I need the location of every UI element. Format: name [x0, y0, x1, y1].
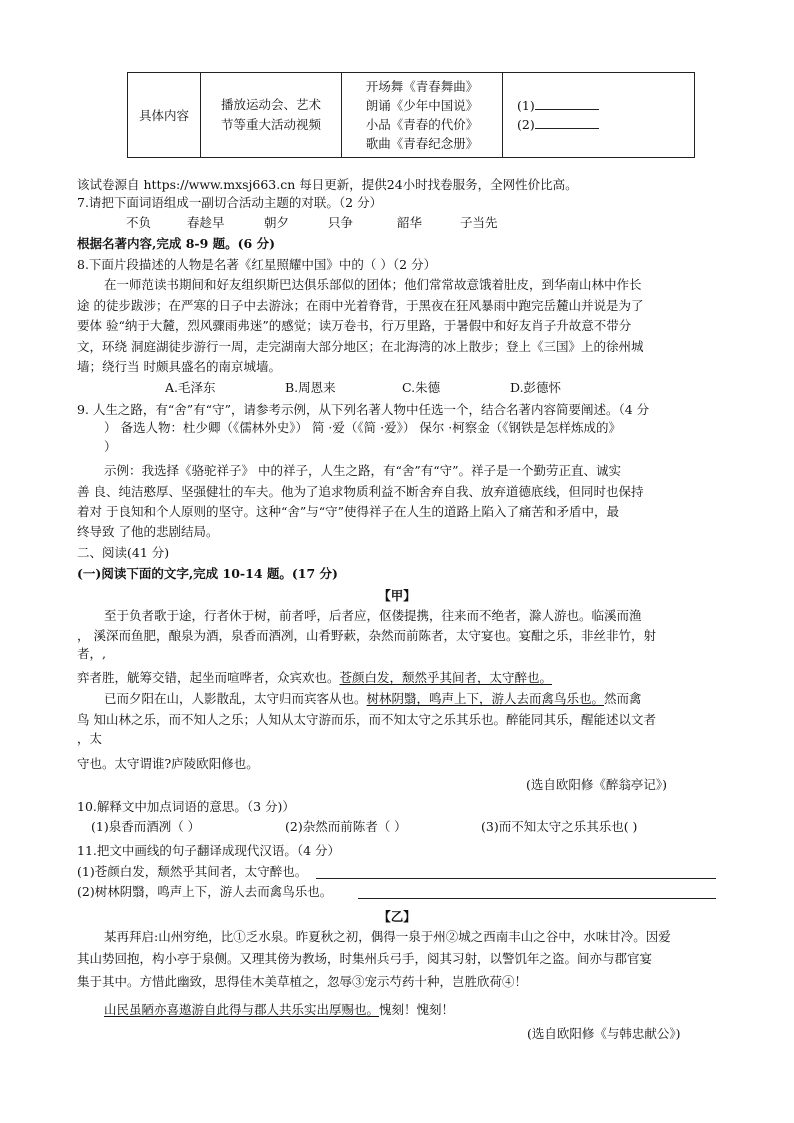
q8-passage-line: 在一师范读书期间和好友组织斯巴达俱乐部似的团体；他们常常故意饿着肚皮，到华南山林中作长 [104, 277, 642, 292]
option-c[interactable]: C.朱德 [402, 380, 441, 395]
yi-paragraph-line: 其山势回抱，构小亭于泉侧。又理其傍为教场，时集州兵弓手，阅其习射，以警饥年之盗。间亦与郡官宴 [77, 951, 653, 966]
jia-title: 【甲】 [378, 588, 416, 603]
yi-title: 【乙】 [378, 909, 416, 924]
q10-item-3[interactable]: (3)而不知太守之乐其乐也( ) [481, 819, 638, 834]
q10-stem: 10.解释文中加点词语的意思。（3 分)） [77, 799, 295, 814]
jia-paragraph-line: ， 溪深而鱼肥，酿泉为酒，泉香而酒冽，山肴野蔌，杂然而前陈者，太守宴也。宴酣之乐，非丝非竹，射 [77, 628, 656, 643]
q11-item-2: (2)树林阴翳，鸣声上下，游人去而禽鸟乐也。 [77, 884, 333, 899]
yi-paragraph-line: 山民虽陋亦喜遨游自此得与郡人共乐实出厚赐也。愧刻！愧刻！ [104, 1002, 455, 1017]
q11-answer-line-1[interactable] [316, 878, 716, 879]
underlined-sentence-2: 树林阴翳，鸣声上下，游人去而禽鸟乐也。 [366, 691, 605, 706]
q9-example-line: 善 良、纯洁憨厚、坚强健壮的车夫。他为了追求物质利益不断舍弃自我、放弃道德底线，但同时也保持 [77, 484, 644, 499]
q8-passage-line: 文，环绕 洞庭湖徒步游行一周，走完湖南大部分地区；在北海湾的冰上散步；登上《三国》上的徐州城 [77, 339, 644, 354]
jia-paragraph-line: 弈者胜，觥筹交错，起坐而喧哗者，众宾欢也。苍颜白发，颓然乎其间者，太守醉也。 [77, 670, 553, 685]
answer-blank-2[interactable] [535, 116, 599, 129]
yi-source: (选自欧阳修《与韩忠献公》) [527, 1026, 681, 1041]
q9-example-line: 着对 于良知和个人原则的坚守。这种“舍”与“守”使得祥子在人生的道路上陷入了痛苦和矛盾中，最 [77, 504, 620, 519]
underlined-sentence-3: 山民虽陋亦喜遨游自此得与郡人共乐实出厚赐也。 [104, 1002, 380, 1017]
section-heading-reading: 二、阅读(41 分) [77, 545, 170, 560]
table-answer-cell: (1) (2) [503, 73, 695, 158]
q9-stem: 9. 人生之路，有“舍”有“守”，请参考示例，从下列名著人物中任选一个，结合名著内容简要阐述。（4 分 [77, 402, 650, 417]
option-a[interactable]: A.毛泽东 [165, 380, 216, 395]
jia-paragraph-line: ，太 [77, 731, 103, 746]
table-row-label: 具体内容 [128, 73, 201, 158]
option-b[interactable]: B.周恩来 [285, 380, 336, 395]
answer-blank-1[interactable] [535, 97, 599, 110]
yi-paragraph-line: 某再拜启:山州穷绝，比①乏水泉。昨夏秋之初，偶得一泉于州②城之西南丰山之谷中，水味甘冷。因爱 [104, 929, 671, 944]
yi-paragraph-line: 集于其中。方惜此幽致，思得佳木美草植之，忽辱③宠示芍药十种，岂胜欣荷④！ [77, 974, 528, 989]
q9-example-line: 示例：我选择《骆驼祥子》 中的祥子，人生之路，有“舍”有“守”。祥子是一个勤劳正直、诚实 [104, 463, 622, 478]
q7-stem: 7.请把下面词语组成一副切合活动主题的对联。（2 分） [77, 195, 383, 210]
q10-item-1[interactable]: (1)泉香而酒冽（ ） [91, 819, 201, 834]
section-heading-reading-1: (一)阅读下面的文字,完成 10-14 题。(17 分) [77, 566, 338, 581]
q8-passage-line: 墙；绕行当 时颇具盛名的南京城墙。 [77, 359, 281, 374]
table-program-cell: 开场舞《青春舞曲》 朗诵《少年中国说》 小品《青春的代价》 歌曲《青春纪念册》 [342, 73, 503, 158]
q9-candidates-end: ） [104, 439, 117, 454]
source-note: 该试卷源自 https://www.mxsj663.cn 每日更新，提供24小时找卷服务，全网性价比高。 [77, 177, 578, 192]
jia-paragraph-line: 守也。太守谓谁?庐陵欧阳修也。 [77, 756, 259, 771]
jia-paragraph-line: 已而夕阳在山，人影散乱，太守归而宾客从也。树林阴翳，鸣声上下，游人去而禽鸟乐也。然而禽 [104, 691, 642, 706]
option-d[interactable]: D.彭德怀 [510, 380, 562, 395]
q9-example-line: 终导致 了他的悲剧结局。 [77, 524, 219, 539]
q11-stem: 11.把文中画线的句子翻译成现代汉语。（4 分） [77, 843, 341, 858]
activity-table [127, 72, 695, 158]
q8-passage-line: 要体 验“纳于大麓，烈风骤雨弗迷”的感觉；读万卷书，行万里路，于暑假中和好友肖子升故意不带分 [77, 318, 632, 333]
jia-paragraph-line: 者，, [77, 646, 106, 661]
jia-paragraph-line: 鸟 知山林之乐，而不知人之乐；人知从太守游而乐，而不知太守之乐其乐也。醉能同其乐，醒能述以文者 [77, 712, 656, 727]
section-heading-8-9: 根据名著内容,完成 8-9 题。(6 分) [77, 236, 276, 251]
q10-item-2[interactable]: (2)杂然而前陈者（ ） [285, 819, 407, 834]
q11-answer-line-2[interactable] [358, 898, 716, 899]
jia-source: (选自欧阳修《醉翁亭记》) [526, 777, 668, 792]
q8-stem: 8.下面片段描述的人物是名著《红星照耀中国》中的（ ）（2 分） [77, 257, 437, 272]
q11-item-1: (1)苍颜白发，颓然乎其间者，太守醉也。 [77, 864, 308, 879]
q8-passage-line: 途 的徒步跋涉；在严寒的日子中去游泳；在雨中光着脊背，于黑夜在狂风暴雨中跑完岳麓山并说是为了 [77, 298, 644, 313]
jia-paragraph-line: 至于负者歌于途，行者休于树，前者呼，后者应，伛偻提携，往来而不绝者，滁人游也。临溪而渔 [104, 608, 642, 623]
table-video-cell: 播放运动会、艺术 节等重大活动视频 [201, 73, 342, 158]
q9-candidates: ） 备选人物：杜少卿（《儒林外史》） 简 ·爱（《简 ·爱》） 保尔 ·柯察金（《钢铁是怎样炼成的》 [104, 420, 622, 435]
underlined-sentence-1: 苍颜白发，颓然乎其间者，太守醉也。 [339, 670, 553, 685]
